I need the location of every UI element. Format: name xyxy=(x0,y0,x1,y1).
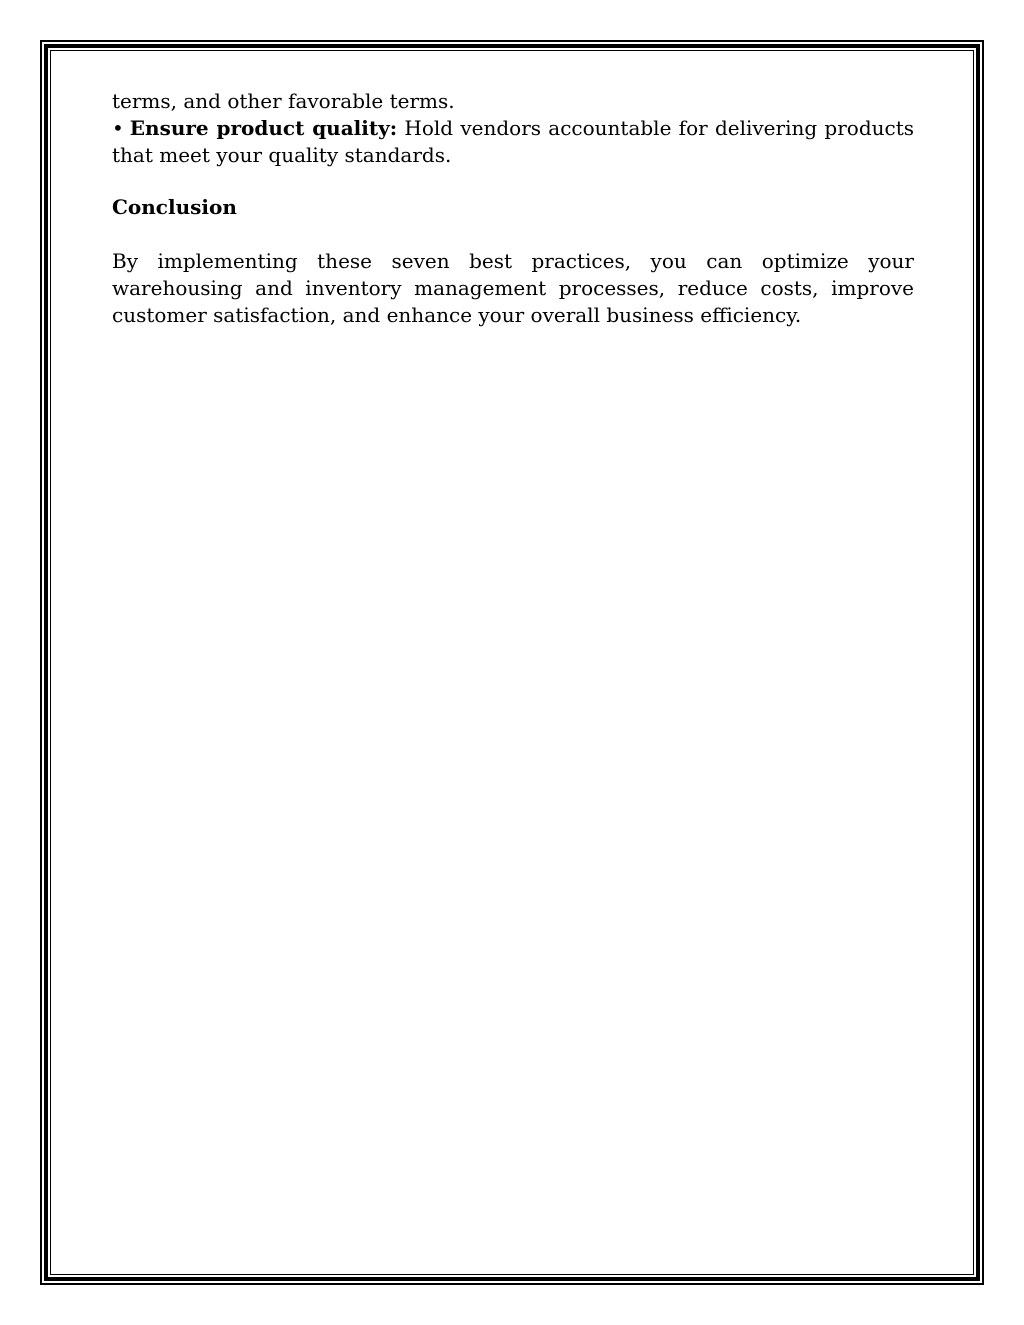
bullet-item-product-quality xyxy=(112,115,914,169)
continued-paragraph: terms, and other favorable terms. xyxy=(112,89,455,113)
conclusion-paragraph: By implementing these seven best practices, you can optimize your warehousing and inventory management processes, reduce costs, improve customer satisfaction, and enhance your overall business efficiency. xyxy=(112,249,914,327)
document-content xyxy=(112,88,914,329)
section-heading-conclusion: Conclusion xyxy=(112,195,237,219)
bullet-icon: • xyxy=(112,116,124,140)
bullet-term: Ensure product quality: xyxy=(129,116,398,140)
bullet-text: Hold vendors accountable for delivering products that meet your quality standards. xyxy=(112,116,915,167)
